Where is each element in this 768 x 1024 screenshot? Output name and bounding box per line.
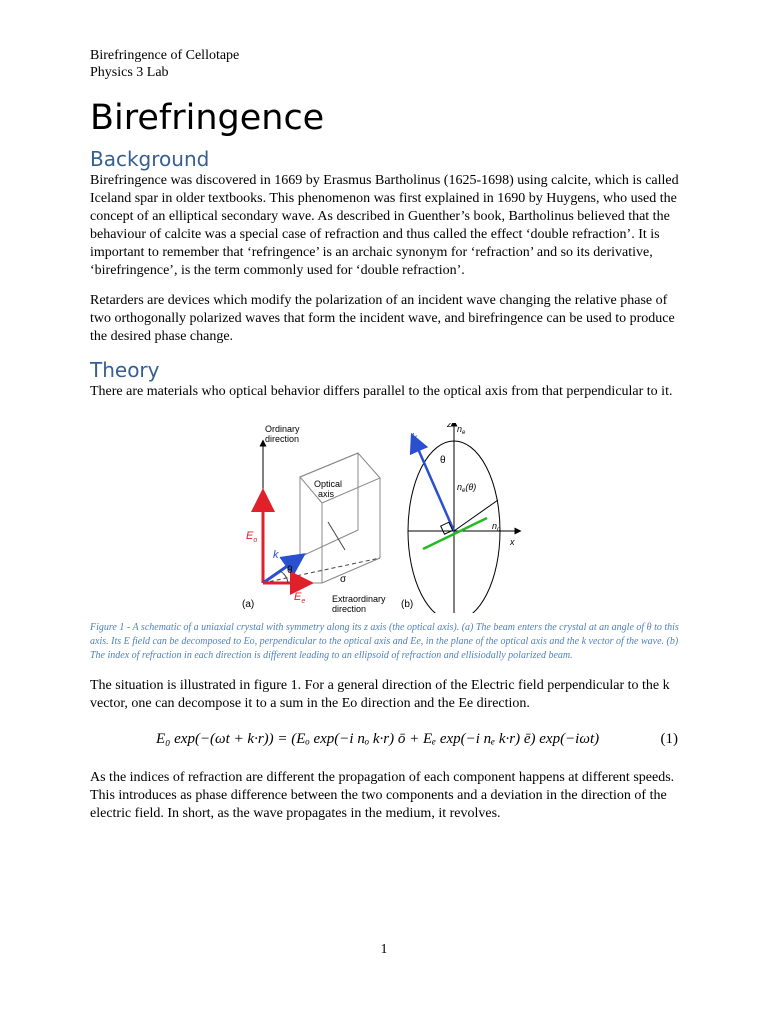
ordinary-direction-label: direction: [265, 434, 300, 444]
crystal-box-face: [300, 453, 358, 557]
panel-b-label: (b): [401, 599, 414, 610]
ne-label: [457, 424, 466, 436]
page-number: 1: [380, 942, 388, 957]
ee-letter: E: [294, 591, 302, 603]
eo-letter: E: [246, 530, 254, 542]
conclusion-paragraph: As the indices of refraction are different the propagation of each component happens at different speeds. This introduces as phase difference between the two components and a deviation in the direction of the electric field. In short, as the wave propagates in the medium, it revolves.: [90, 770, 675, 821]
document-title: Birefringence: [90, 98, 325, 138]
figure-panel-a: [242, 424, 386, 613]
background-paragraph-2: Retarders are devices which modify the polarization of an incident wave changing the relative phase of two orthogonally polarized waves that form the incident wave, and birefringence can be used to produce the desired phase change.: [90, 293, 675, 344]
extraordinary-label: Extraordinary: [332, 594, 386, 604]
eo-label: [246, 530, 257, 544]
equation-number: (1): [660, 731, 678, 747]
axis-label: axis: [318, 489, 335, 499]
figure-1: [90, 423, 680, 613]
k-label-a: k: [273, 549, 279, 561]
header-line-1: Birefringence of Cellotape: [90, 48, 240, 63]
equation-1: [90, 725, 680, 759]
theory-intro: There are materials who optical behavior differs parallel to the optical axis from that perpendicular to it.: [90, 384, 673, 399]
extraordinary-direction-label: direction: [332, 604, 367, 613]
background-paragraph-1: Birefringence was discovered in 1669 by Erasmus Bartholinus (1625-1698) using calcite, which is called Iceland spar in older textbooks. This phenomenon was first explained in 1690 by Huygens, who used the concept of an elliptical secondary wave. As described in Guenther’s book, Bartholinus believed that the behaviour of calcite was a special case of refraction and thus called the effect ‘double refraction’. It is important to remember that ‘refringence’ is an archaic synonym for ‘refraction’ and so its derivative, ‘birefringence’, is the term commonly used for ‘double refraction’.: [90, 173, 679, 278]
no-subscript: o: [497, 527, 501, 533]
eo-subscript: o: [253, 537, 258, 544]
x-axis-label: x: [510, 537, 515, 547]
situation-paragraph: The situation is illustrated in figure 1. For a general direction of the Electric field perpendicular to the k vector, one can decompose it to a sum in the Eo direction and the Ee direction.: [90, 678, 670, 711]
theta-label-a: θ: [287, 565, 293, 576]
background-heading: Background: [90, 147, 210, 171]
ne-subscript: e: [462, 430, 466, 436]
z-axis-label: z: [447, 423, 452, 429]
theta-label-b: θ: [440, 455, 446, 466]
polarization-line: [423, 518, 487, 549]
k-vector-b: [415, 442, 454, 531]
equation-text: E₀ exp(−(ωt + k·r)) = (Eₒ exp(−i nₒ k·r) ō + Eₑ exp(−i nₑ k·r) ē) exp(−iωt): [156, 731, 600, 747]
ee-subscript: e: [301, 598, 306, 605]
header-line-2: Physics 3 Lab: [90, 65, 169, 80]
panel-a-label: (a): [242, 599, 255, 610]
ne-theta-arg: (θ): [465, 482, 477, 492]
document-page: [90, 47, 680, 835]
ne-letter: n: [457, 424, 463, 434]
crystal-box-edge: [322, 558, 380, 583]
sigma-label: σ: [340, 574, 347, 585]
crystal-box-top: [300, 453, 380, 503]
ne-theta-letter: n: [457, 482, 463, 492]
figure-caption: Figure 1 - A schematic of a uniaxial crystal with symmetry along its z axis (the optical axis). (a) The beam enters the crystal at an angle of θ to this axis. Its E field can be decomposed to Eo, perpendicular to the optical axis and Ee, in the plane of the optical axis and the k vector of the wave. (b) The index of refraction in each direction is different leading to an ellipsoid of refraction and ellisiodally polarized beam.: [90, 622, 679, 661]
optical-label: Optical: [314, 479, 343, 489]
theory-heading: Theory: [90, 358, 160, 382]
ordinary-label: Ordinary: [265, 424, 300, 434]
ne-theta-subscript: e: [462, 488, 466, 494]
ne-theta-label: [457, 482, 476, 494]
figure-1-svg: [90, 423, 680, 613]
k-label-b: k: [411, 431, 417, 445]
ee-label: [294, 591, 305, 605]
no-letter: n: [492, 521, 498, 531]
figure-panel-b: [401, 423, 518, 613]
optical-axis-pointer: [328, 522, 345, 550]
